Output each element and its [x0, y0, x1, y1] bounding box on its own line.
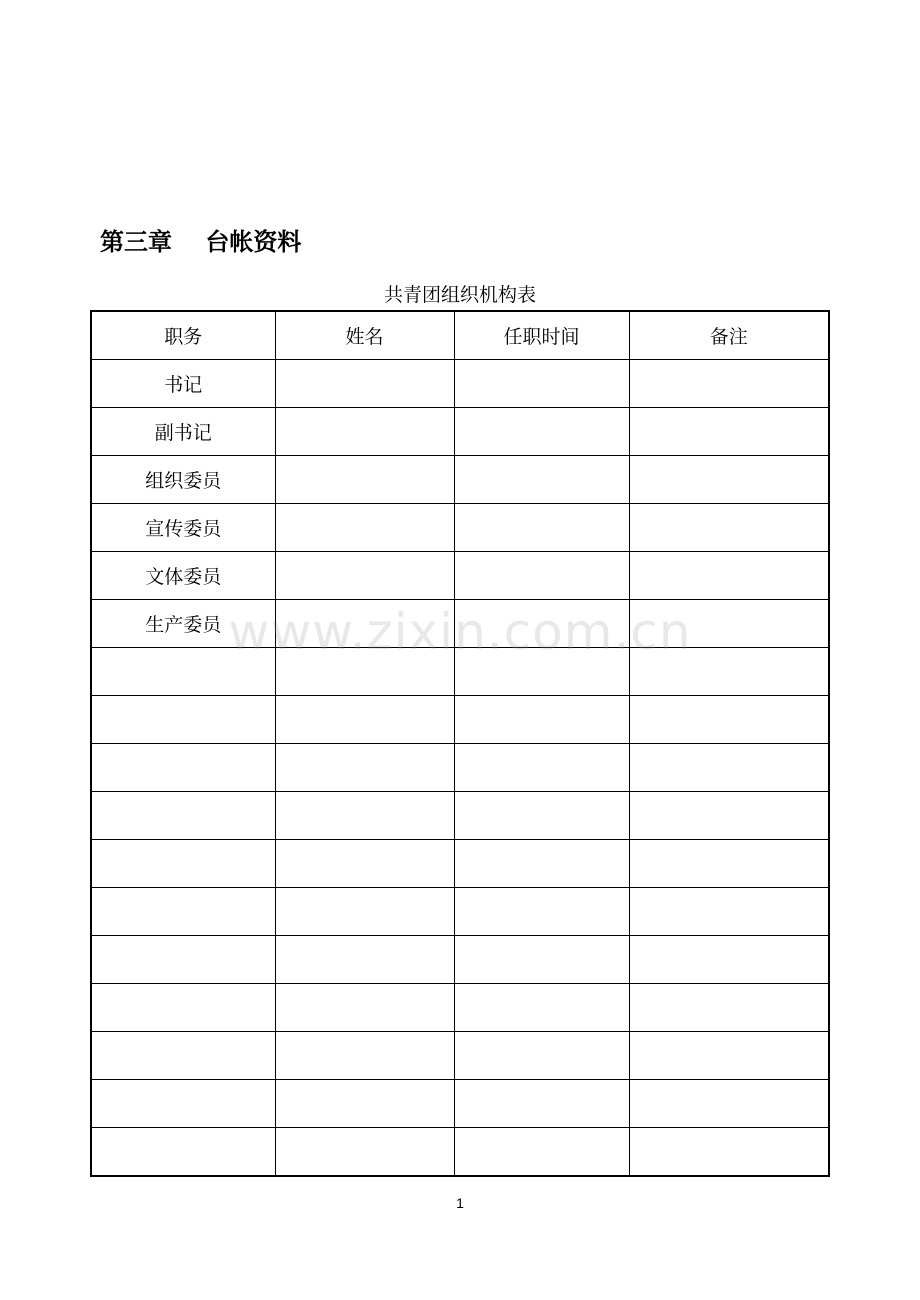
cell-term [454, 1080, 629, 1128]
cell-term [454, 936, 629, 984]
header-remarks: 备注 [629, 311, 829, 360]
cell-term [454, 552, 629, 600]
cell-term [454, 1032, 629, 1080]
table-row [91, 1080, 829, 1128]
cell-position [91, 1032, 275, 1080]
table-row [91, 360, 829, 408]
cell-name [275, 792, 454, 840]
cell-name [275, 456, 454, 504]
table-row [91, 792, 829, 840]
cell-term [454, 504, 629, 552]
cell-remarks [629, 1080, 829, 1128]
cell-position [91, 840, 275, 888]
cell-position [91, 648, 275, 696]
cell-remarks [629, 1032, 829, 1080]
cell-position: 组织委员 [91, 456, 275, 504]
cell-term [454, 1128, 629, 1177]
cell-name [275, 840, 454, 888]
cell-name [275, 504, 454, 552]
table-row [91, 504, 829, 552]
cell-name [275, 1080, 454, 1128]
table-row [91, 936, 829, 984]
watermark: www.zixin.com.cn [228, 603, 692, 661]
header-term: 任职时间 [454, 311, 629, 360]
cell-remarks [629, 456, 829, 504]
cell-position: 文体委员 [91, 552, 275, 600]
cell-position [91, 888, 275, 936]
cell-term [454, 408, 629, 456]
cell-position [91, 792, 275, 840]
header-position: 职务 [91, 311, 275, 360]
table-row [91, 648, 829, 696]
table-row [91, 744, 829, 792]
table-row [91, 600, 829, 648]
cell-name [275, 744, 454, 792]
cell-position: 宣传委员 [91, 504, 275, 552]
cell-position [91, 696, 275, 744]
cell-term [454, 360, 629, 408]
organization-table [90, 310, 830, 1177]
cell-remarks [629, 1128, 829, 1177]
cell-position: 书记 [91, 360, 275, 408]
table-header-row [91, 311, 829, 360]
chapter-title: 第三章 台帐资料 [100, 228, 302, 256]
cell-remarks [629, 792, 829, 840]
cell-term [454, 744, 629, 792]
cell-name [275, 984, 454, 1032]
cell-name [275, 360, 454, 408]
cell-remarks [629, 600, 829, 648]
table-row [91, 984, 829, 1032]
header-name: 姓名 [275, 311, 454, 360]
cell-term [454, 648, 629, 696]
cell-position [91, 1080, 275, 1128]
cell-term [454, 792, 629, 840]
cell-name [275, 888, 454, 936]
table-row [91, 840, 829, 888]
cell-position [91, 744, 275, 792]
cell-term [454, 984, 629, 1032]
cell-remarks [629, 552, 829, 600]
cell-position: 生产委员 [91, 600, 275, 648]
cell-name [275, 696, 454, 744]
cell-term [454, 600, 629, 648]
cell-name [275, 552, 454, 600]
page-number: 1 [456, 1195, 464, 1211]
cell-remarks [629, 504, 829, 552]
table-caption: 共青团组织机构表 [383, 284, 536, 306]
cell-name [275, 600, 454, 648]
cell-remarks [629, 408, 829, 456]
cell-term [454, 888, 629, 936]
cell-term [454, 840, 629, 888]
table-row [91, 552, 829, 600]
cell-position [91, 936, 275, 984]
table-row [91, 1032, 829, 1080]
table-row [91, 456, 829, 504]
cell-term [454, 696, 629, 744]
cell-term [454, 456, 629, 504]
cell-remarks [629, 648, 829, 696]
cell-position [91, 1128, 275, 1177]
cell-remarks [629, 936, 829, 984]
cell-name [275, 648, 454, 696]
cell-remarks [629, 984, 829, 1032]
cell-remarks [629, 744, 829, 792]
table-row [91, 408, 829, 456]
cell-position: 副书记 [91, 408, 275, 456]
cell-position [91, 984, 275, 1032]
table-row [91, 696, 829, 744]
cell-remarks [629, 888, 829, 936]
cell-remarks [629, 360, 829, 408]
cell-name [275, 408, 454, 456]
cell-remarks [629, 696, 829, 744]
table-row [91, 888, 829, 936]
table-row [91, 1128, 829, 1177]
cell-remarks [629, 840, 829, 888]
cell-name [275, 1032, 454, 1080]
cell-name [275, 936, 454, 984]
cell-name [275, 1128, 454, 1177]
